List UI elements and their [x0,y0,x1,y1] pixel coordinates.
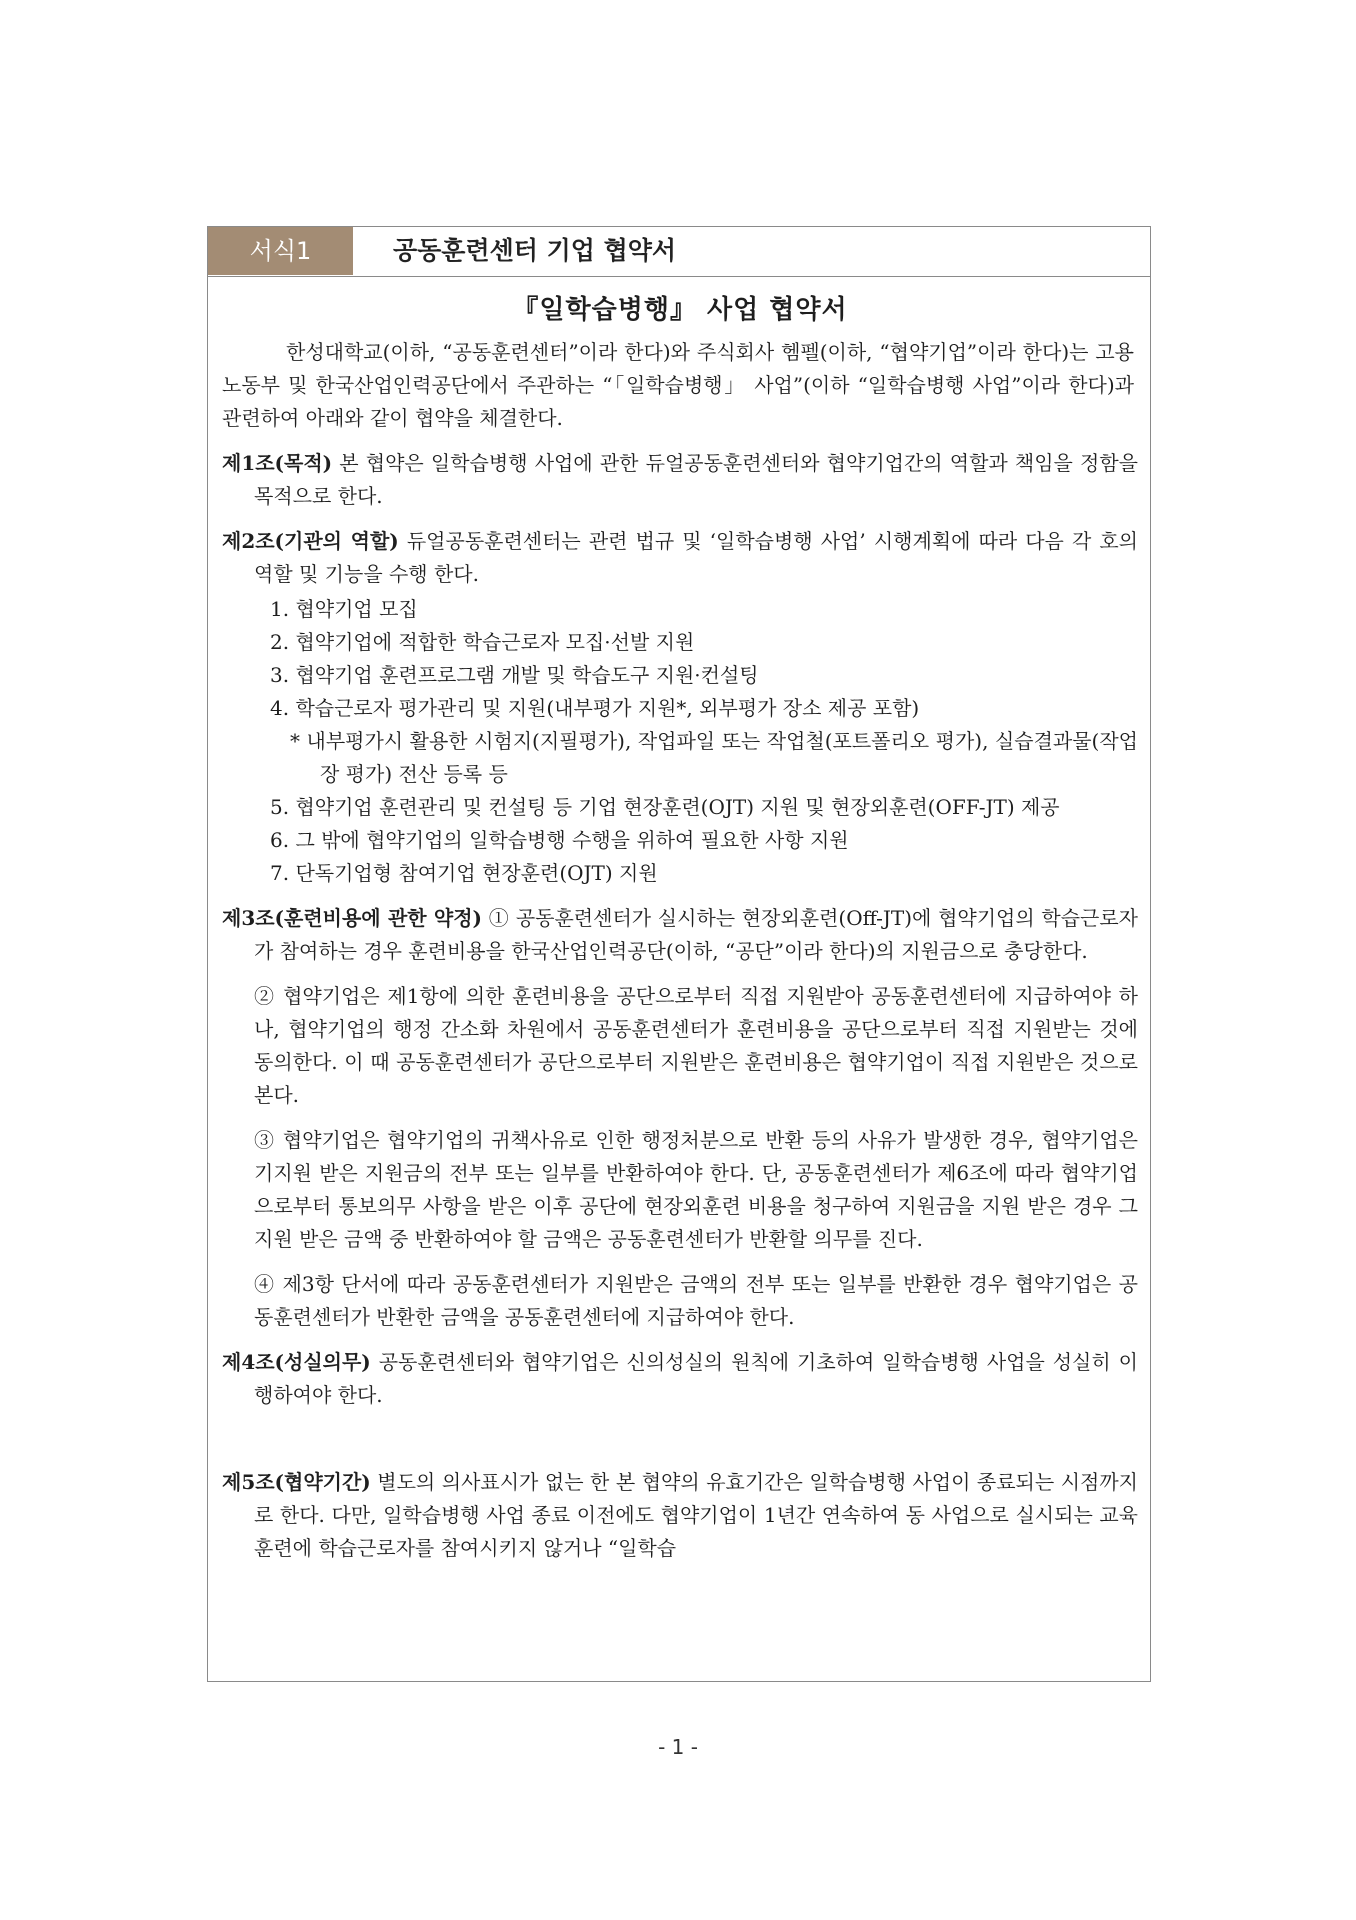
document-frame [207,226,1151,1682]
article-2-text: 듀얼공동훈련센터는 관련 법규 및 ‘일학습병행 사업’ 시행계획에 따라 다음 각 호의 역할 및 기능을 수행 한다. [254,529,1138,586]
article-4 [222,1346,1138,1412]
document-body [208,277,1150,1565]
article-2-list [222,593,1138,890]
list-item: 4. 학습근로자 평가관리 및 지원(내부평가 지원*, 외부평가 장소 제공 포함) [270,696,920,720]
article-3-paragraph-2: ② 협약기업은 제1항에 의한 훈련비용을 공단으로부터 직접 지원받아 공동훈련센터에 지급하여야 하나, 협약기업의 행정 간소화 차원에서 공동훈련센터가 훈련비용을 공단으로부터 직접 지원받는 것에 동의한다. 이 때 공동훈련센터가 공단으로부터 지원받은 훈련비용은 협약기업이 직접 지원받은 것으로 본다. [254,984,1138,1107]
article-5 [222,1466,1138,1565]
list-item: 7. 단독기업형 참여기업 현장훈련(OJT) 지원 [270,861,658,885]
form-title: 공동훈련센터 기업 협약서 [393,236,677,265]
list-item: 3. 협약기업 훈련프로그램 개발 및 학습도구 지원·컨설팅 [270,663,759,687]
article-3-heading: 제3조(훈련비용에 관한 약정) [222,906,483,930]
article-1-heading: 제1조(목적) [222,451,333,475]
article-5-heading: 제5조(협약기간) [222,1470,371,1494]
article-5-text: 별도의 의사표시가 없는 한 본 협약의 유효기간은 일학습병행 사업이 종료되는 시점까지로 한다. 다만, 일학습병행 사업 종료 이전에도 협약기업이 1년간 연속하여 동 사업으로 실시되는 교육훈련에 학습근로자를 참여시키지 않거나 “일학습 [254,1470,1138,1560]
article-1-text: 본 협약은 일학습병행 사업에 관한 듀얼공동훈련센터와 협약기업간의 역할과 책임을 정함을 목적으로 한다. [254,451,1138,508]
spacer [222,1412,1138,1454]
list-note: * 내부평가시 활용한 시험지(지필평가), 작업파일 또는 작업철(포트폴리오 평가), 실습결과물(작업장 평가) 전산 등록 등 [290,729,1138,786]
article-2-heading: 제2조(기관의 역할) [222,529,399,553]
document-title: 『일학습병행』 사업 협약서 [512,295,848,325]
list-item: 5. 협약기업 훈련관리 및 컨설팅 등 기업 현장훈련(OJT) 지원 및 현장외훈련(OFF-JT) 제공 [270,795,1060,819]
article-4-text: 공동훈련센터와 협약기업은 신의성실의 원칙에 기초하여 일학습병행 사업을 성실히 이행하여야 한다. [254,1350,1138,1407]
form-header [208,227,1150,277]
article-2 [222,525,1138,591]
article-1 [222,447,1138,513]
list-item: 1. 협약기업 모집 [270,597,418,621]
article-3-paragraph-4: ④ 제3항 단서에 따라 공동훈련센터가 지원받은 금액의 전부 또는 일부를 반환한 경우 협약기업은 공동훈련센터가 반환한 금액을 공동훈련센터에 지급하여야 한다. [254,1272,1138,1329]
article-3 [222,902,1138,968]
article-3-text: ① 공동훈련센터가 실시하는 현장외훈련(Off-JT)에 협약기업의 학습근로자가 참여하는 경우 훈련비용을 한국산업인력공단(이하, “공단”이라 한다)의 지원금으로 충당한다. [254,906,1138,963]
page-number: - 1 - [658,1735,698,1759]
list-item: 2. 협약기업에 적합한 학습근로자 모집·선발 지원 [270,630,695,654]
article-4-heading: 제4조(성실의무) [222,1350,371,1374]
article-3-paragraph-3: ③ 협약기업은 협약기업의 귀책사유로 인한 행정처분으로 반환 등의 사유가 발생한 경우, 협약기업은 기지원 받은 지원금의 전부 또는 일부를 반환하여야 한다. 단, 공동훈련센터가 제6조에 따라 협약기업으로부터 통보의무 사항을 받은 이후 공단에 현장외훈련 비용을 청구하여 지원금을 지원 받은 경우 그 지원 받은 금액 중 반환하여야 할 금액은 공동훈련센터가 반환할 의무를 진다. [254,1128,1138,1251]
intro-paragraph: 한성대학교(이하, “공동훈련센터”이라 한다)와 주식회사 헴펠(이하, “협약기업”이라 한다)는 고용노동부 및 한국산업인력공단에서 주관하는 “「일학습병행」 사업”(이하 “일학습병행 사업”이라 한다)과 관련하여 아래와 같이 협약을 체결한다. [222,340,1134,430]
list-item: 6. 그 밖에 협약기업의 일학습병행 수행을 위하여 필요한 사항 지원 [270,828,849,852]
form-tag: 서식1 [208,227,353,275]
